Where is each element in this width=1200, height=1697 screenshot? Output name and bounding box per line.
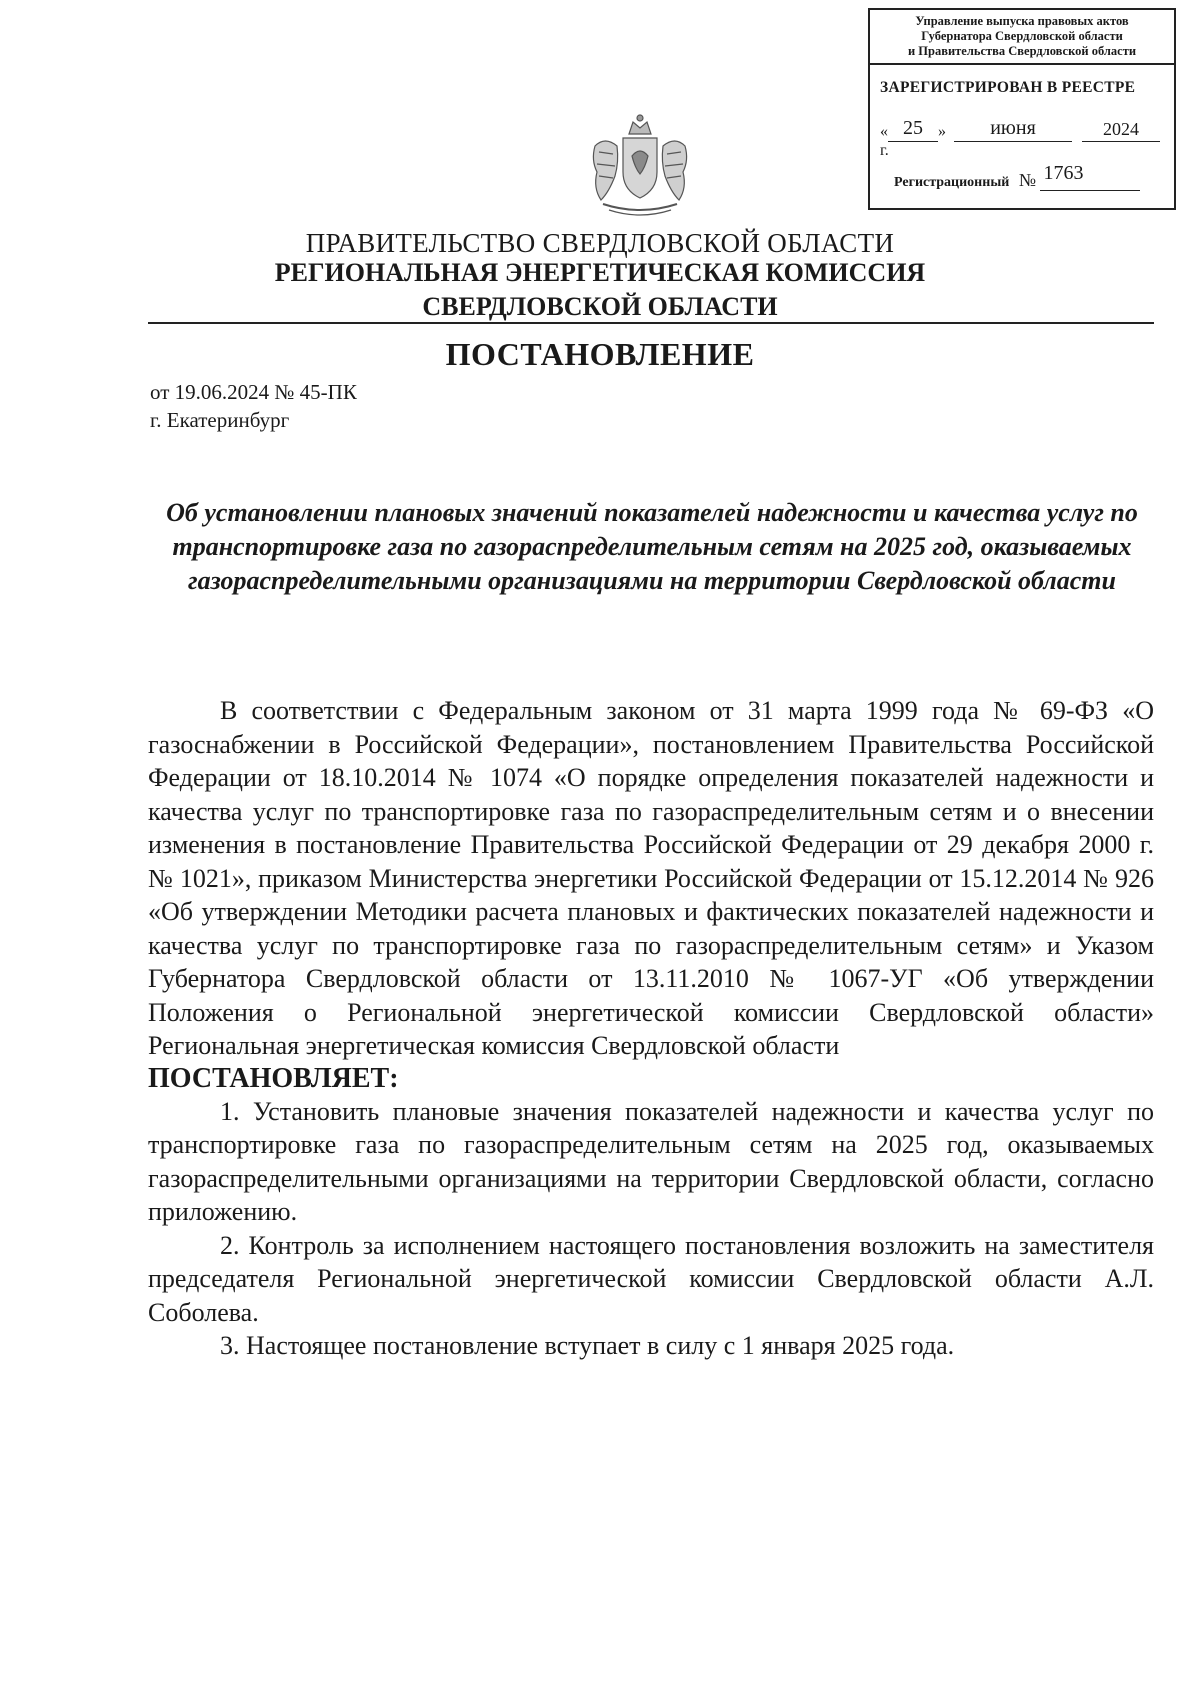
document-body (148, 694, 1154, 1363)
clause-2: 2. Контроль за исполнением настоящего постановления возложить на заместителя председателя Региональной энергетической комиссии Свердловской области А.Л. Соболева. (148, 1230, 1154, 1327)
stamp-header-line: Губернатора Свердловской области (921, 29, 1123, 43)
stamp-header-line: Управление выпуска правовых актов (915, 14, 1129, 28)
stamp-year-prefix: 20 (1103, 119, 1121, 139)
resolves-heading: ПОСТАНОВЛЯЕТ: (148, 1062, 399, 1094)
document-type: ПОСТАНОВЛЕНИЕ (445, 336, 755, 372)
stamp-reg-label: Регистрационный (894, 175, 1010, 190)
preamble-paragraph: В соответствии с Федеральным законом от 31 марта 1999 года № 69-ФЗ «О газоснабжении в Российской Федерации», постановлением Правительства Российской Федерации от 18.10.2014 № 1074 «О порядке определения показателей надежности и качества услуг по транспортировке газа по газораспределительным сетям и о внесении изменения в постановление Правительства Российской Федерации от 29 декабря 2000 г. № 1021», приказом Министерства энергетики Российской Федерации от 15.12.2014 № 926 «Об утверждении Методики расчета плановых и фактических показателей надежности и качества услуг по транспортировке газа по газораспределительным сетям» и Указом Губернатора Свердловской области от 13.11.2010 № 1067-УГ «Об утверждении Положения о Региональной энергетической комиссии Свердловской области» Региональная энергетическая комиссия Свердловской области (148, 696, 1154, 1060)
commission-name-line2: СВЕРДЛОВСКОЙ ОБЛАСТИ (422, 292, 778, 321)
government-name: ПРАВИТЕЛЬСТВО СВЕРДЛОВСКОЙ ОБЛАСТИ (305, 228, 895, 258)
stamp-header-line: и Правительства Свердловской области (907, 44, 1137, 58)
document-subject: Об установлении плановых значений показателей надежности и качества услуг по транспортировке газа по газораспределительным сетям на 2025 год, оказываемых газораспределительными организациями на территории Свердловской области (166, 498, 1138, 595)
stamp-year-suffix: 24 (1121, 119, 1139, 139)
stamp-reg-number-row (894, 162, 1140, 191)
document-meta (150, 378, 357, 434)
registration-stamp (868, 8, 1176, 210)
number-sign: № (1018, 170, 1037, 190)
stamp-header (870, 10, 1174, 65)
document-city: г. Екатеринбург (150, 408, 290, 432)
clause-1: 1. Установить плановые значения показателей надежности и качества услуг по транспортировке газа по газораспределительным сетям на 2025 год, оказываемых газораспределительными организациями на территории Свердловской области, согласно приложению. (148, 1096, 1154, 1226)
stamp-quote-open: « (880, 123, 888, 140)
stamp-registered-label: ЗАРЕГИСТРИРОВАН В РЕЕСТРЕ (880, 79, 1136, 96)
stamp-month: июня (990, 117, 1036, 139)
header-divider (148, 322, 1154, 324)
commission-name-line1: РЕГИОНАЛЬНАЯ ЭНЕРГЕТИЧЕСКАЯ КОМИССИЯ (274, 258, 926, 287)
stamp-date (880, 117, 1170, 160)
document-date-number: от 19.06.2024 № 45-ПК (150, 380, 357, 404)
stamp-year-unit: г. (880, 142, 889, 159)
stamp-quote-close: » (938, 123, 946, 140)
stamp-reg-number: 1763 (1043, 162, 1084, 184)
stamp-day: 25 (903, 117, 923, 139)
clause-3: 3. Настоящее постановление вступает в силу с 1 января 2025 года. (220, 1331, 955, 1360)
coat-of-arms-icon (585, 112, 695, 220)
